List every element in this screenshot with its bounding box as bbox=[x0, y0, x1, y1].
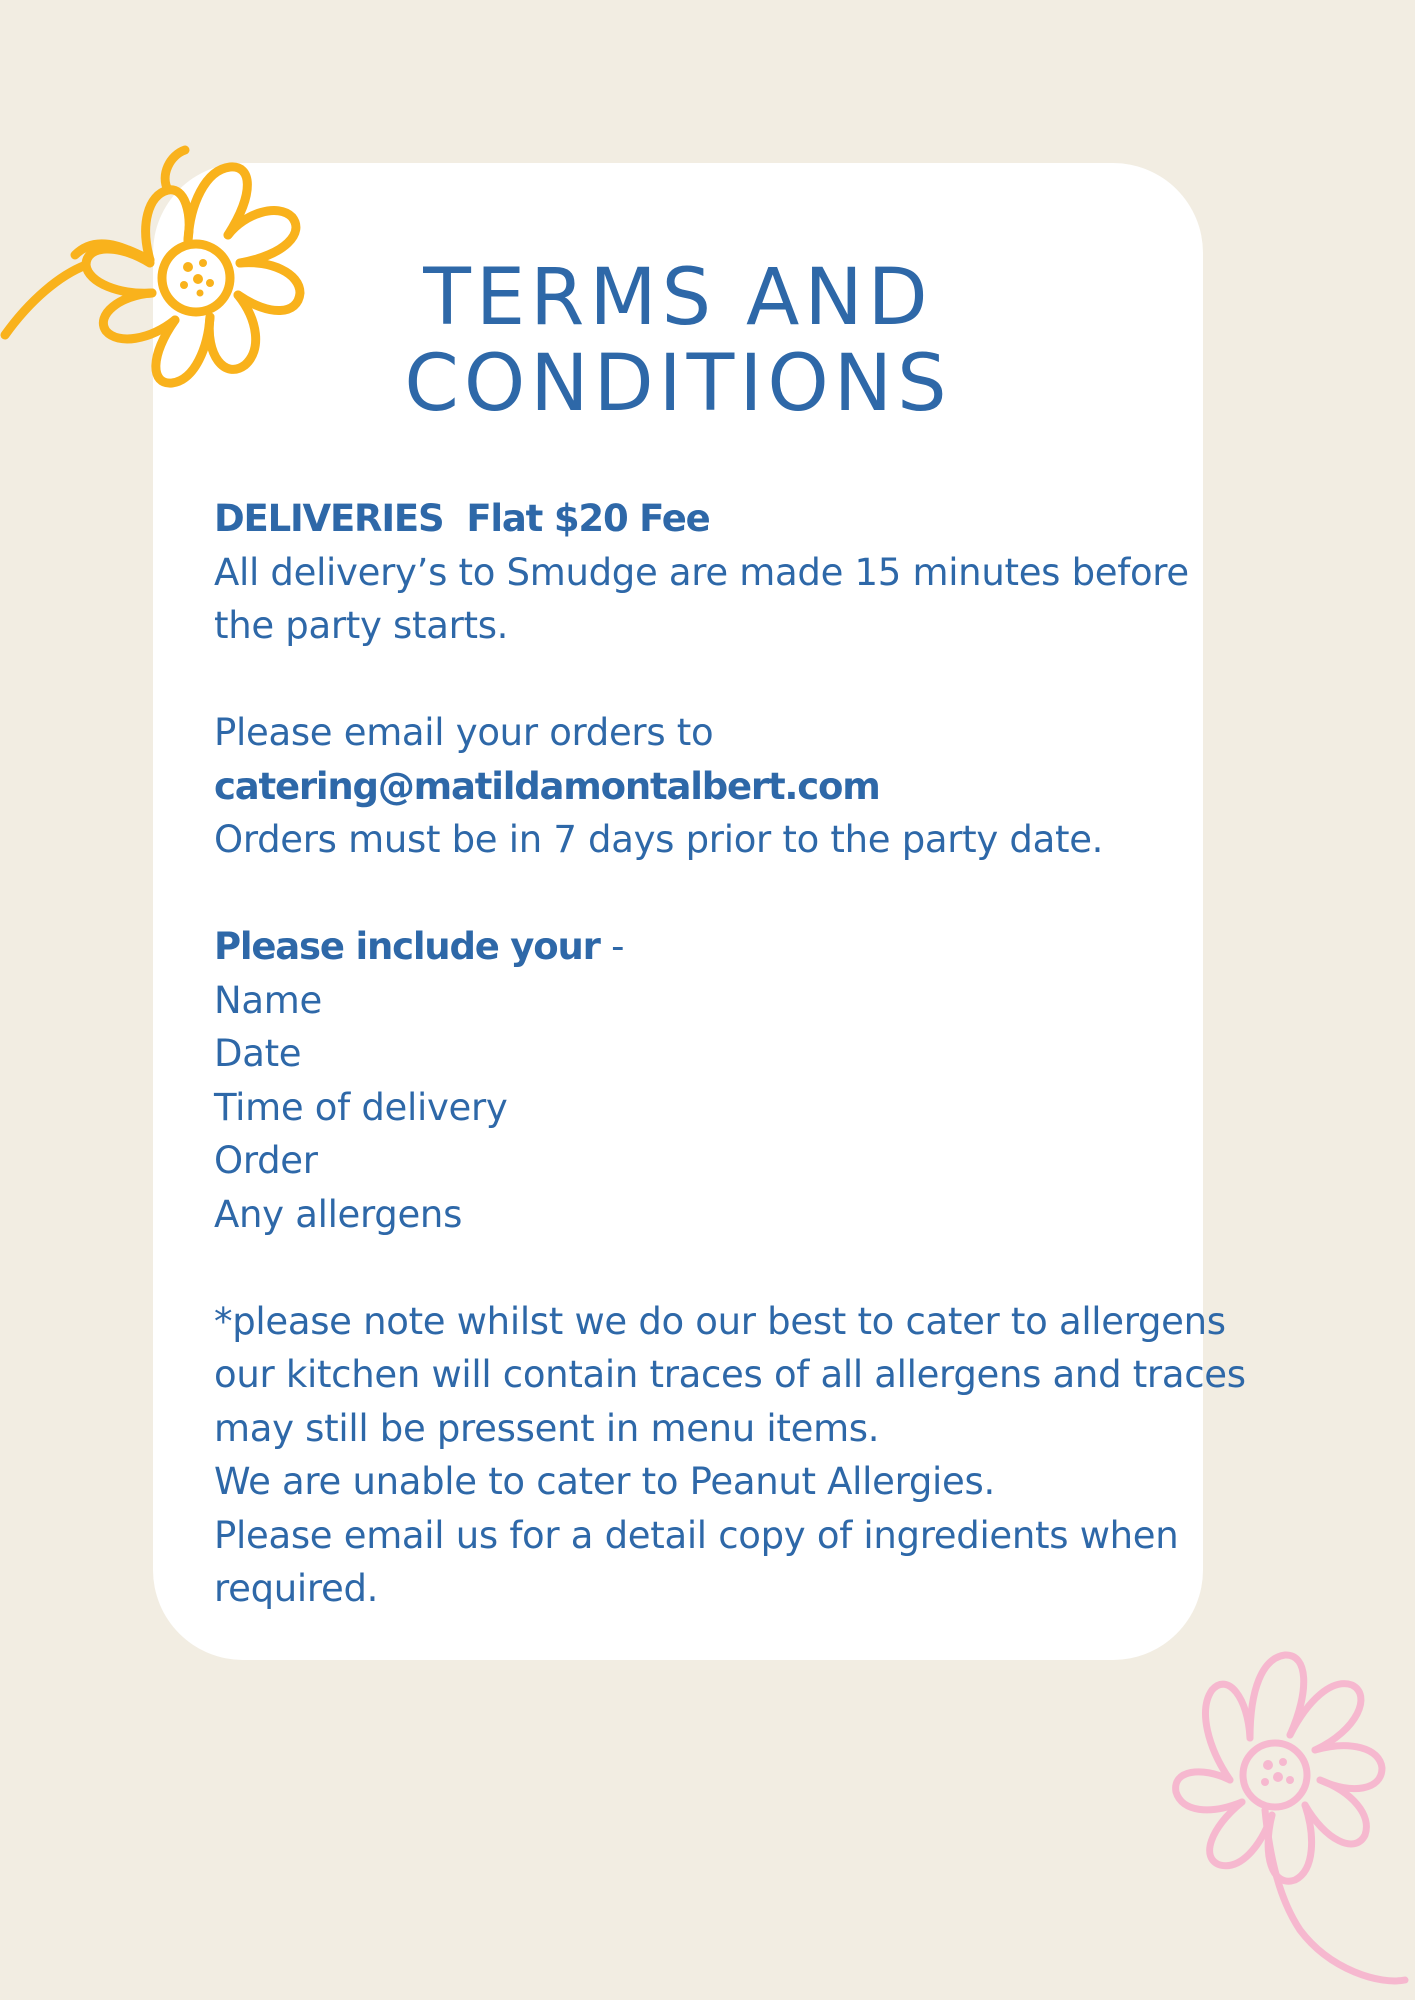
page-title bbox=[153, 255, 1203, 427]
delivery-fee: Flat $20 Fee bbox=[466, 497, 710, 540]
terms-content bbox=[214, 492, 1246, 1616]
include-item: Any allergens bbox=[214, 1192, 463, 1236]
include-item: Name bbox=[214, 978, 322, 1022]
include-heading: Please include your bbox=[214, 925, 600, 968]
note-line: our kitchen will contain traces of all allergens and traces bbox=[214, 1353, 1246, 1396]
title-line-2: CONDITIONS bbox=[404, 339, 952, 429]
deliveries-heading-line bbox=[214, 492, 1204, 546]
title-line-1: TERMS AND bbox=[423, 253, 933, 343]
note-line: We are unable to cater to Peanut Allergies. bbox=[214, 1460, 995, 1503]
include-item: Date bbox=[214, 1032, 302, 1075]
spacer bbox=[214, 653, 1204, 707]
note-line: required. bbox=[214, 1567, 379, 1610]
spacer bbox=[214, 867, 1204, 921]
include-item: Time of delivery bbox=[214, 1085, 508, 1129]
include-heading-line bbox=[214, 920, 1204, 974]
orders-text-line-2: Orders must be in 7 days prior to the party date. bbox=[214, 818, 1104, 861]
note-line: *please note whilst we do our best to cater to allergens bbox=[214, 1299, 1226, 1343]
include-item: Order bbox=[214, 1139, 318, 1182]
deliveries-text-line-2: the party starts. bbox=[214, 604, 509, 647]
pink-flower-icon bbox=[1090, 1570, 1415, 2000]
deliveries-text-line-1: All delivery’s to Smudge are made 15 minutes before bbox=[214, 550, 1189, 594]
note-line: Please email us for a detail copy of ingredients when bbox=[214, 1513, 1179, 1557]
deliveries-heading: DELIVERIES bbox=[214, 497, 444, 540]
include-dash: - bbox=[599, 925, 625, 968]
orders-email: catering@matildamontalbert.com bbox=[214, 764, 880, 808]
orders-text-line-1: Please email your orders to bbox=[214, 711, 714, 754]
spacer bbox=[214, 1241, 1204, 1295]
note-line: may still be pressent in menu items. bbox=[214, 1406, 880, 1450]
